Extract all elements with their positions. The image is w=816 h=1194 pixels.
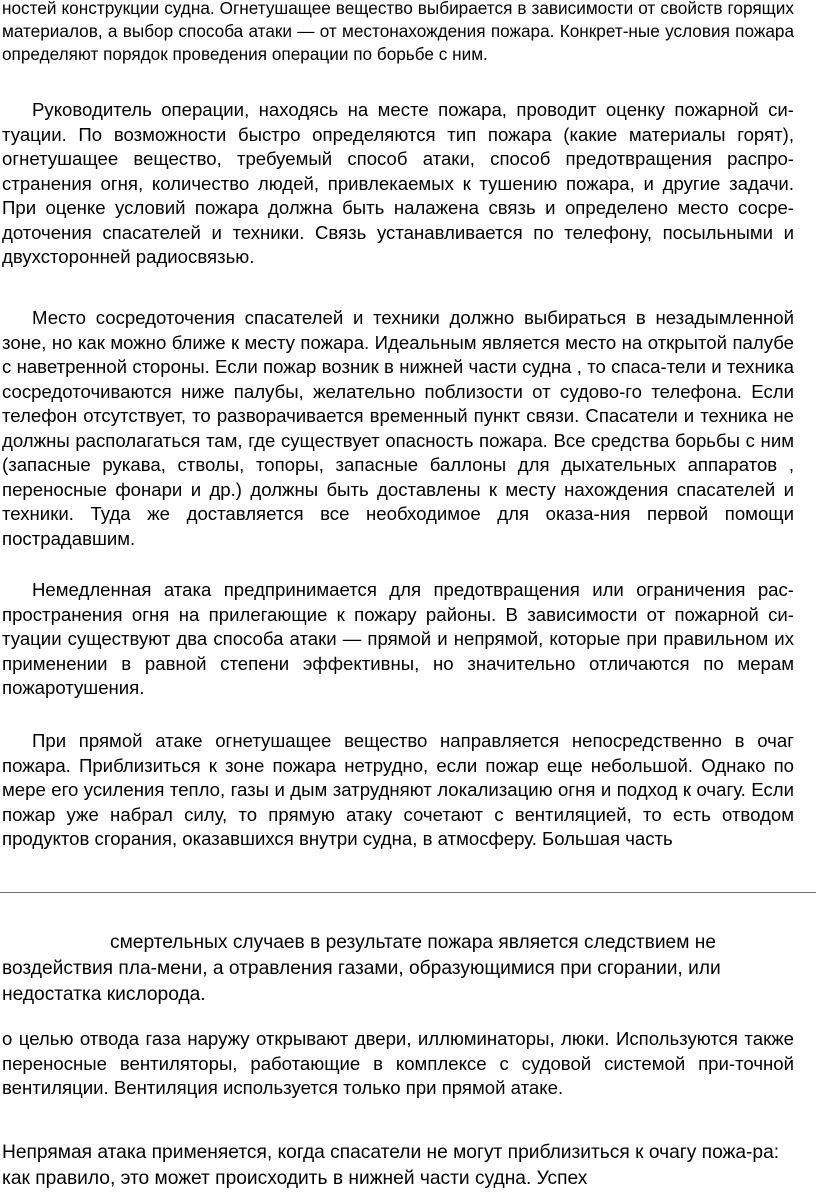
paragraph-fatalities-continuation: смертельных случаев в результате пожара является следствием не воздействия пла-мени, а отравления газами, образующимися при сгорании, или недостатка кислорода.	[2, 932, 721, 1005]
paragraph-assembly-point: Место сосредоточения спасателей и техники должно выбираться в незадымленной зоне, но как можно ближе к месту пожара. Идеальным является место на открытой палубе с наветренной стороны. Если пожар возник в нижней части судна , то спаса-тели и техника сосредоточиваются ниже палубы, желательно поблизости от судово-го телефона. Если телефон отсутствует, то разворачивается временный пункт связи. Спасатели и техника не должны располагаться там, где существует опасность пожара. Все средства борьбы с ним (запасные рукава, стволы, топоры, запасные баллоны для дыхательных аппаратов , переносные фонари и др.) должны быть доставлены к месту нахождения спасателей и техники. Туда же доставляется все необходимое для оказа-ния первой помощи пострадавшим.	[2, 307, 794, 549]
paragraph-ventilation: о целью отвода газа наружу открывают двери, иллюминаторы, люки. Используются также переносные вентиляторы, работающие в комплексе с судовой системой при-точной вентиляции. Вентиляция используется только при прямой атаке.	[2, 1028, 794, 1098]
paragraph-direct-attack: При прямой атаке огнетушащее вещество направляется непосредственно в очаг пожара. Приблизиться к зоне пожара нетрудно, если пожар еще небольшой. Однако по мере его усиления тепло, газы и дым затрудняют локализацию огня и подход к очагу. Если пожар уже набрал силу, то прямую атаку сочетают с вентиляцией, то есть отводом продуктов сгорания, оказавшихся внутри судна, в атмосферу. Большая часть	[2, 730, 794, 849]
paragraph-fire-assessment: Руководитель операции, находясь на месте пожара, проводит оценку пожарной си-туации. По возможности быстро определяются тип пожара (какие материалы горят), огнетушащее вещество, требуемый способ атаки, способ предотвращения распро-странения огня, количество людей, привлекаемых к тушению пожара, и другие задачи. При оценке условий пожара должна быть налажена связь и определено место сосре-доточения спасателей и техники. Связь устанавливается по телефону, посыльными и двухсторонней радиосвязью.	[2, 99, 794, 267]
paragraph-immediate-attack: Немедленная атака предпринимается для предотвращения или ограничения рас-пространения огня на прилегающие к пожару районы. В зависимости от пожарной си-туации существуют два способа атаки — прямой и непрямой, которые при правильном их применении в равной степени эффективны, но значительно отличаются по мерам пожаротушения.	[2, 579, 794, 698]
paragraph-indirect-attack: Непрямая атака применяется, когда спасатели не могут приблизиться к очагу пожа-ра: как правило, это может происходить в нижней части судна. Успех	[2, 1142, 780, 1189]
paragraph-fragment-top: ностей конструкции судна. Огнетушащее вещество выбирается в зависимости от свойств горящих материалов, а выбор способа атаки — от местонахождения пожара. Конкрет-ные условия пожара определяют порядок проведения операции по борьбе с ним.	[2, 0, 794, 64]
page-break-divider	[0, 892, 816, 893]
